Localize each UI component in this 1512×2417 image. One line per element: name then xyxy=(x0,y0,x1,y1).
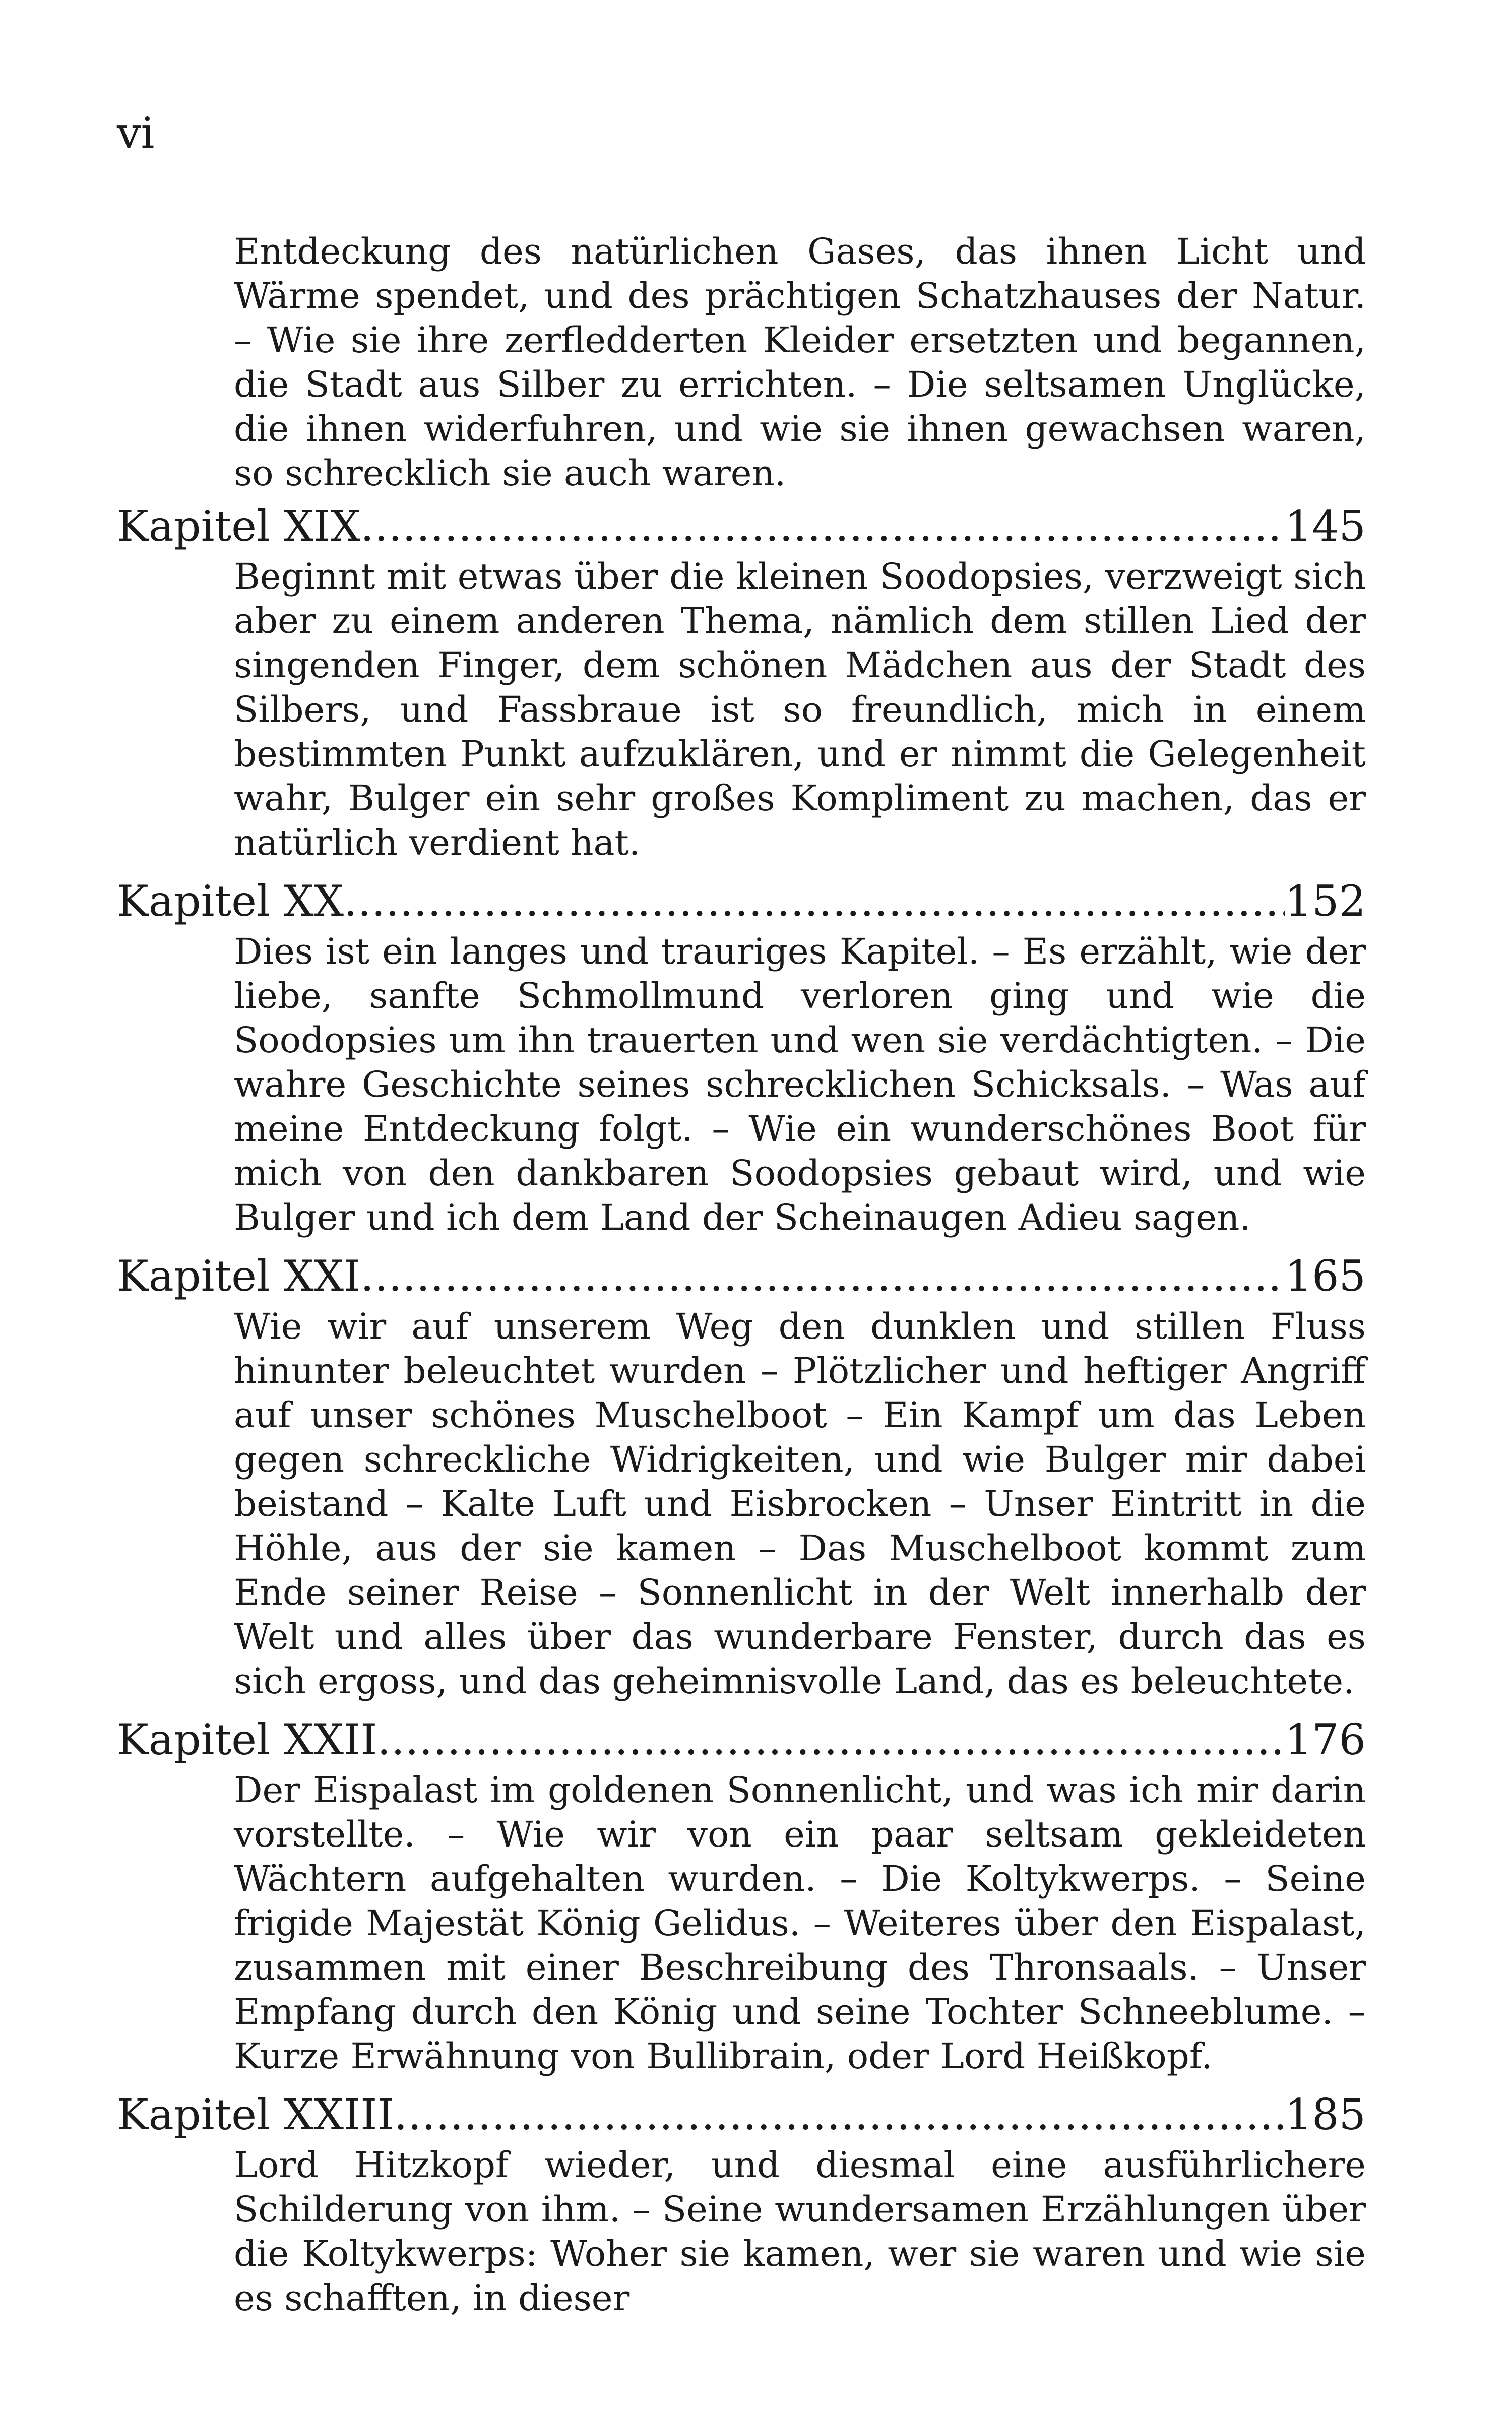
page-number: vi xyxy=(117,108,155,158)
toc-entry-header[interactable] xyxy=(117,878,1366,924)
chapter-description: Der Eispalast im goldenen Sonnenlicht, und was ich mir darin vorstellte. – Wie wir von ein paar seltsam gekleideten Wächtern aufgehalten wurden. – Die Koltykwerps. – Seine frigide Majestät König Gelidus. – Weiteres über den Eispalast, zusammen mit einer Beschreibung des Thronsaals. – Unser Empfang durch den König und seine Tochter Schneeblume. – Kurze Erwähnung von Bullibrain, oder Lord Heißkopf. xyxy=(234,1769,1366,2077)
chapter-page-number: 145 xyxy=(1285,501,1366,551)
chapter-description: Beginnt mit etwas über die kleinen Soodopsies, verzweigt sich aber zu einem anderen Thema, nämlich dem stillen Lied der singenden Finger, dem schönen Mädchen aus der Stadt des Silbers, und Fassbraue ist so freundlich, mich in einem bestimmten Punkt aufzuklären, und er nimmt die Gelegenheit wahr, Bulger ein sehr großes Kompliment zu machen, das er natürlich verdient hat. xyxy=(234,556,1366,863)
toc-entry-header[interactable] xyxy=(117,2091,1366,2138)
dot-leader xyxy=(360,503,1285,549)
chapter-page-number: 152 xyxy=(1285,876,1366,926)
chapter-page-number: 165 xyxy=(1285,1251,1366,1301)
intro-description: Entdeckung des natürlichen Gases, das ihnen Licht und Wärme spendet, und des prächtigen Schatzhauses der Natur. – Wie sie ihre zerfledderten Kleider ersetzten und begannen, die Stadt aus Silber zu errichten. – Die seltsamen Unglücke, die ihnen widerfuhren, und wie sie ihnen gewachsen waren, so schrecklich sie auch waren. xyxy=(234,231,1366,494)
chapter-title: Kapitel XX xyxy=(117,876,344,926)
chapter-description: Dies ist ein langes und trauriges Kapitel. – Es erzählt, wie der liebe, sanfte Schmollmund verloren ging und wie die Soodopsies um ihn trauerten und wen sie verdächtigten. – Die wahre Geschichte seines schrecklichen Schicksals. – Was auf meine Entdeckung folgt. – Wie ein wunderschönes Boot für mich von den dankbaren Soodopsies gebaut wird, und wie Bulger und ich dem Land der Scheinaugen Adieu sagen. xyxy=(234,931,1366,1238)
chapter-title: Kapitel XXIII xyxy=(117,2090,394,2139)
chapter-title: Kapitel XXII xyxy=(117,1715,377,1764)
table-of-contents xyxy=(117,229,1366,2333)
chapter-description: Wie wir auf unserem Weg den dunklen und stillen Fluss hinunter beleuchtet wurden – Plötzlicher und heftiger Angriff auf unser schönes Muschelboot – Ein Kampf um das Leben gegen schreckliche Widrigkeiten, und wie Bulger mir dabei beistand – Kalte Luft und Eisbrocken – Unser Eintritt in die Höhle, aus der sie kamen – Das Muschelboot kommt zum Ende seiner Reise – Sonnenlicht in der Welt innerhalb der Welt und alles über das wunderbare Fenster, durch das es sich ergoss, und das geheimnisvolle Land, das es beleuchtete. xyxy=(234,1306,1366,1702)
toc-entry xyxy=(117,503,1366,865)
toc-entry xyxy=(117,1716,1366,2078)
dot-leader xyxy=(360,1253,1285,1299)
toc-entry-header[interactable] xyxy=(117,1716,1366,1763)
toc-entry-header[interactable] xyxy=(117,503,1366,549)
chapter-title: Kapitel XIX xyxy=(117,501,361,551)
dot-leader xyxy=(377,1716,1285,1763)
toc-entry-header[interactable] xyxy=(117,1253,1366,1299)
dot-leader xyxy=(344,878,1285,924)
toc-entry xyxy=(117,1253,1366,1703)
chapter-description: Lord Hitzkopf wieder, und diesmal eine ausführlichere Schilderung von ihm. – Seine wundersamen Erzählungen über die Koltykwerps: Woher sie kamen, wer sie waren und wie sie es schafften, in dieser xyxy=(234,2144,1366,2319)
toc-entry xyxy=(117,2091,1366,2320)
chapter-page-number: 185 xyxy=(1285,2090,1366,2139)
chapter-title: Kapitel XXI xyxy=(117,1251,361,1301)
chapter-page-number: 176 xyxy=(1285,1715,1366,1764)
dot-leader xyxy=(394,2091,1285,2138)
toc-entry xyxy=(117,878,1366,1240)
